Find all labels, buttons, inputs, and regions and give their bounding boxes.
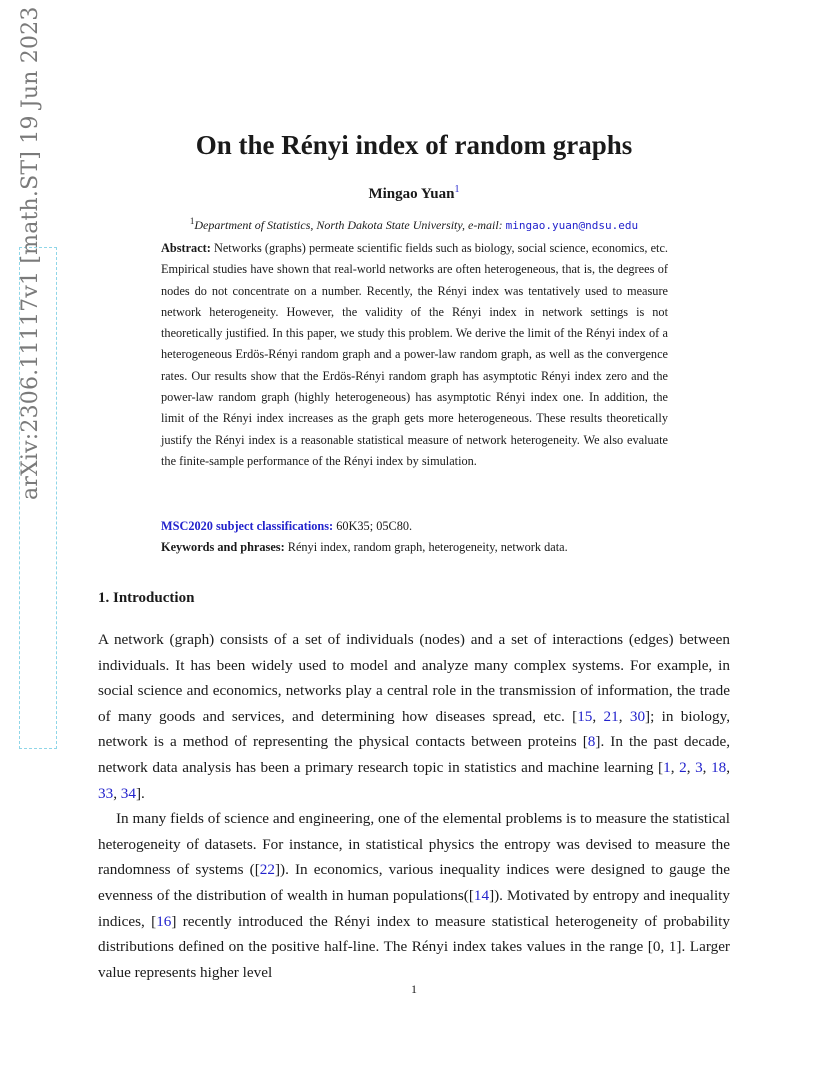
abstract [161, 238, 668, 472]
page-number: 1 [411, 982, 417, 996]
keywords [161, 540, 681, 555]
text-span: ]). In economics, various inequality indices were designed to gauge the evenness of the distribution of wealth in human populations([ [98, 861, 730, 904]
citation-link[interactable]: 21 [603, 707, 619, 725]
author-footnote-mark[interactable]: 1 [454, 184, 460, 195]
paragraph-2 [98, 806, 730, 985]
paragraph-1: A network (graph) consists of a set of individuals (nodes) and a set of interactions (edges) between individuals. It has been widely used to model and analyze many complex systems. For example, in social science and economics, networks play a central role in the transmission of information, the trade of many goods and services, and determining how diseases spread, etc. [15, 21, 30]; in biology, network is a method of representing the physical contacts between proteins [8]. In the past decade, network data analysis has been a primary research topic in statistics and machine learning [1, 2, 3, 18, 33, 34]. [98, 631, 731, 802]
msc-value: 60K35; 05C80. [333, 519, 413, 533]
author-line [0, 184, 828, 203]
abstract-text: Networks (graphs) permeate scientific fields such as biology, social science, economics, etc. Empirical studies have shown that real-world networks are often heterogeneous, that is, the degrees of nodes do not concentrate on a number. Recently, the Rényi index was tentatively used to measure network heterogeneity. However, the validity of the Rényi index in network settings is not theoretically justified. In this paper, we study this problem. We derive the limit of the Rényi index of a heterogeneous Erdös-Rényi random graph and a power-law random graph, as well as the convergence rates. Our results show that the Erdös-Rényi random graph has asymptotic Rényi index zero and the power-law random graph (highly heterogeneous) has asymptotic Rényi index one. In addition, the limit of the Rényi index increases as the graph gets more heterogeneous. These results theoretically justify the Rényi index is a reasonable statistical measure of network heterogeneity. We also evaluate the finite-sample performance of the Rényi index by simulation. [161, 241, 668, 468]
affiliation-text: Department of Statistics, North Dakota State University, e-mail: [194, 218, 506, 232]
citation-link[interactable]: 22 [259, 861, 275, 879]
keywords-value: Rényi index, random graph, heterogeneity, network data. [284, 540, 568, 554]
text-span: ] recently introduced the Rényi index to measure statistical heterogeneity of probability distributions defined on the positive half-line. The Rényi index takes values in the range [0, 1]. Larger value represents higher level [98, 912, 730, 981]
text-span: In many fields of science and engineering, one of the elemental problems is to measure the statistical heterogeneity of datasets. For instance, in statistical physics the entropy was devised to measure the randomness of systems ([ [98, 810, 730, 879]
citation-link[interactable]: 18 [711, 758, 727, 776]
text-span: A network (graph) consists of a set of individuals (nodes) and a set of interactions (edges) between individuals. It has been widely used to model and analyze many complex systems. For example, in social science and economics, networks play a central role in the transmission of information, the trade of many goods and services, and determining how diseases spread, etc. [ [98, 631, 730, 725]
citation-link[interactable]: 14 [473, 886, 490, 904]
msc-label-link[interactable]: MSC2020 subject classifications: [161, 519, 334, 533]
email-link[interactable]: mingao.yuan@ndsu.edu [505, 219, 639, 232]
text-span: ]; in biology, network is a method of representing the physical contacts between proteins [ [98, 707, 731, 751]
arxiv-sidebar-id[interactable]: arXiv:2306.11117v1 [math.ST] 19 Jun 2023 [18, 6, 43, 500]
citation-link[interactable]: 1 [663, 758, 671, 776]
affiliation-mark: 1 [189, 216, 195, 226]
paper-title: On the Rényi index of random graphs [195, 130, 633, 160]
keywords-label: Keywords and phrases: [161, 540, 285, 554]
author-name: Mingao Yuan [368, 186, 455, 202]
citation-link[interactable]: 2 [679, 758, 687, 776]
text-span: ]. [135, 784, 145, 802]
citation-link[interactable]: 16 [156, 912, 172, 930]
abstract-label: Abstract: [161, 241, 211, 255]
affiliation [0, 216, 828, 233]
body-text [98, 627, 730, 985]
citation-link[interactable]: 15 [577, 707, 593, 725]
citation-link[interactable]: 8 [587, 733, 596, 751]
citation-link[interactable]: 33 [98, 784, 114, 802]
citation-link[interactable]: 3 [695, 758, 703, 776]
text-span: ]. In the past decade, network data analysis has been a primary research topic in statistics and machine learning [ [98, 733, 730, 776]
msc-classifications [161, 519, 681, 534]
citation-link[interactable]: 34 [120, 784, 136, 802]
citation-link[interactable]: 30 [629, 707, 646, 725]
text-span: ]). Motivated by entropy and inequality indices, [ [98, 886, 730, 930]
section-heading: 1. Introduction [98, 590, 195, 606]
